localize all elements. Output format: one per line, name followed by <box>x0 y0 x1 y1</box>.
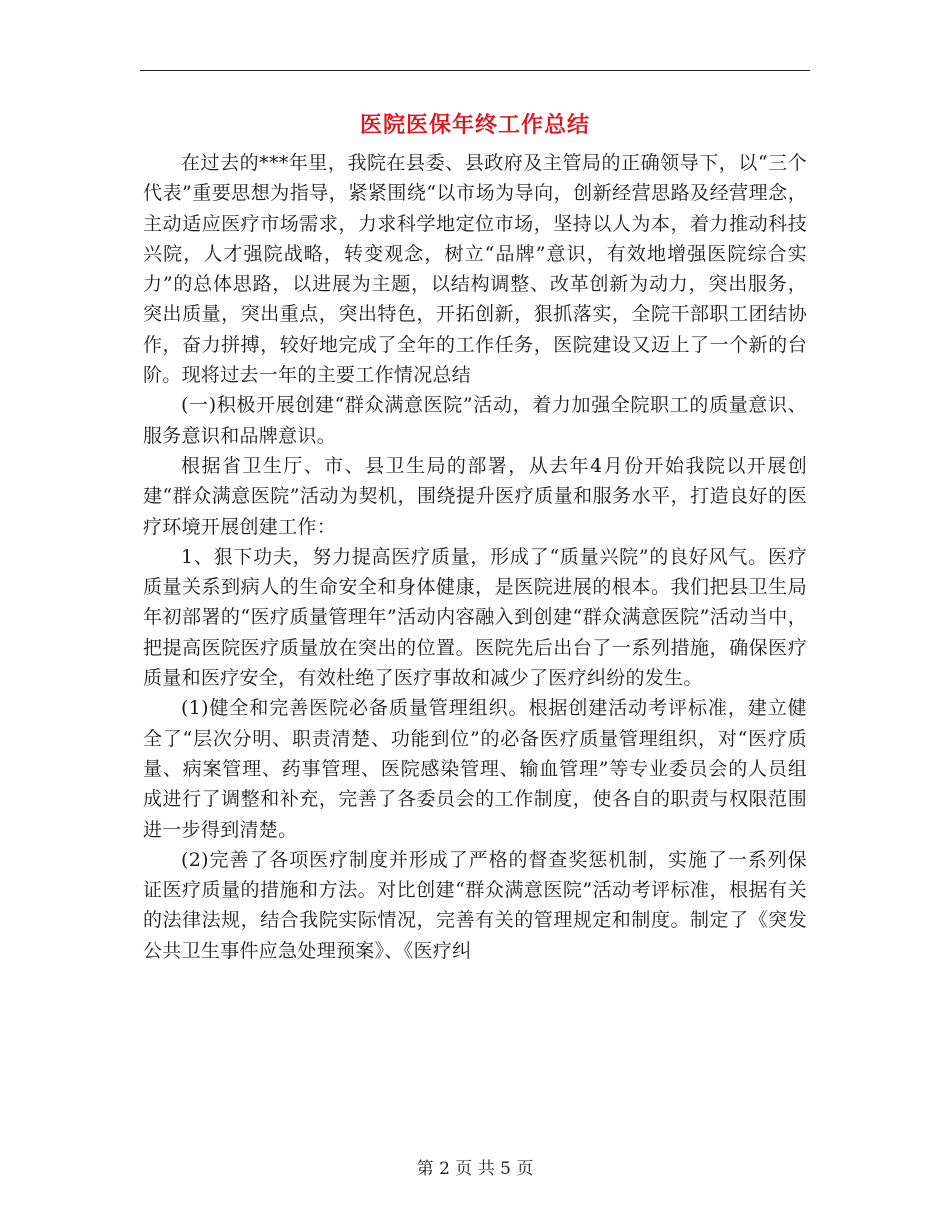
paragraph: 1、狠下功夫，努力提高医疗质量，形成了“质量兴院”的良好风气。医疗质量关系到病人的生命安全和身体健康，是医院进展的根本。我们把县卫生局年初部署的“医疗质量管理年”活动内容融入到创建“群众满意医院”活动当中，把提高医院医疗质量放在突出的位置。医院先后出台了一系列措施，确保医疗质量和医疗安全，有效杜绝了医疗事故和减少了医疗纠纷的发生。 <box>143 545 807 690</box>
paragraph: 根据省卫生厅、市、县卫生局的部署，从去年4月份开始我院以开展创建“群众满意医院”活动为契机，围绕提升医疗质量和服务水平，打造良好的医疗环境开展创建工作： <box>143 454 807 538</box>
header-rule <box>140 70 810 71</box>
paragraph: (一)积极开展创建“群众满意医院”活动，着力加强全院职工的质量意识、服务意识和品牌意识。 <box>143 394 807 447</box>
document-body <box>143 148 807 966</box>
page-number-footer: 第 2 页 共 5 页 <box>416 1159 534 1179</box>
document-title: 医院医保年终工作总结 <box>359 112 590 138</box>
paragraph: 在过去的***年里，我院在县委、县政府及主管局的正确领导下，以“三个代表”重要思想为指导，紧紧围绕“以市场为导向，创新经营思路及经营理念，主动适应医疗市场需求，力求科学地定位市场，坚持以人为本，着力推动科技兴院，人才强院战略，转变观念，树立“品牌”意识，有效地增强医院综合实力”的总体思路，以进展为主题，以结构调整、改革创新为动力，突出服务，突出质量，突出重点，突出特色，开拓创新，狠抓落实，全院干部职工团结协作，奋力拼搏，较好地完成了全年的工作任务，医院建设又迈上了一个新的台阶。现将过去一年的主要工作情况总结 <box>143 152 807 387</box>
paragraph: (2)完善了各项医疗制度并形成了严格的督查奖惩机制，实施了一系列保证医疗质量的措施和方法。对比创建“群众满意医院”活动考评标准，根据有关的法律法规，结合我院实际情况，完善有关的管理规定和制度。制定了《突发公共卫生事件应急处理预案》、《医疗纠 <box>143 848 807 962</box>
paragraph: (1)健全和完善医院必备质量管理组织。根据创建活动考评标准，建立健全了“层次分明、职责清楚、功能到位”的必备医疗质量管理组织，对“医疗质量、病案管理、药事管理、医院感染管理、输血管理”等专业委员会的人员组成进行了调整和补充，完善了各委员会的工作制度，使各自的职责与权限范围进一步得到清楚。 <box>143 697 807 841</box>
